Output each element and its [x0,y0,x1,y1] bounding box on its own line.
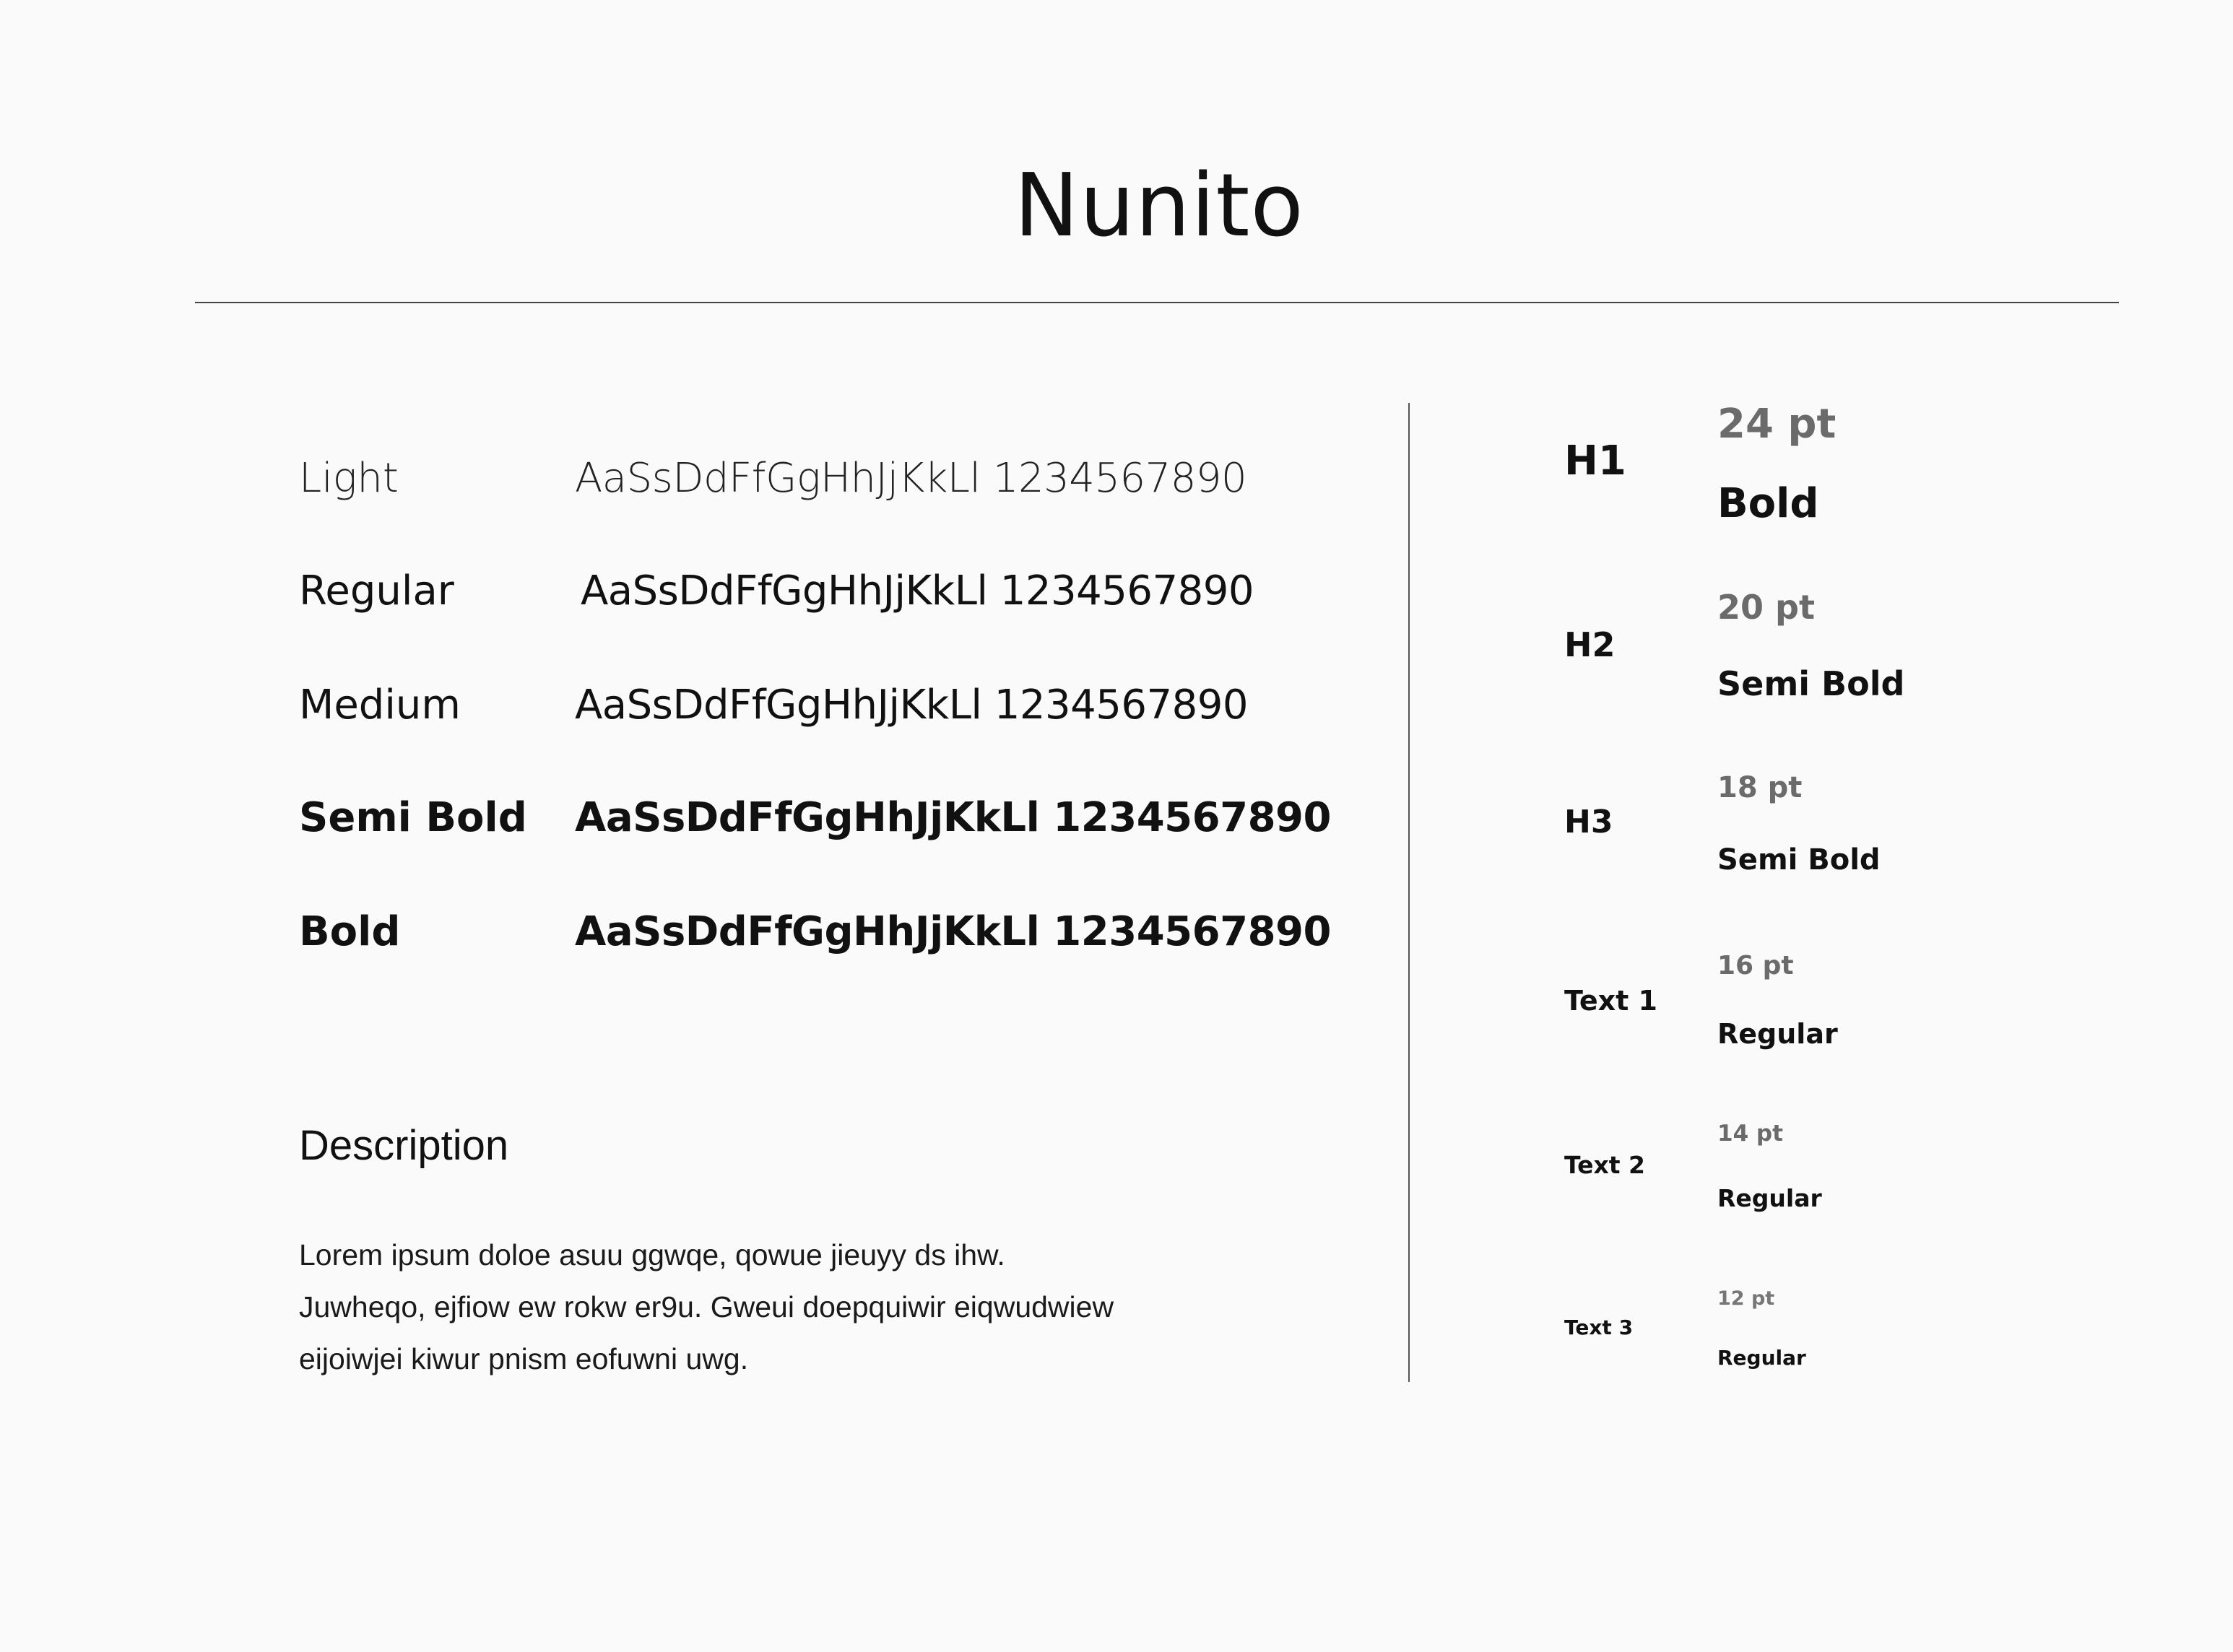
scale-size: 16 pt [1717,951,1794,981]
weight-row-medium [299,673,1382,738]
scale-size: 14 pt [1717,1121,1783,1147]
scale-weight: Semi Bold [1717,664,1905,703]
scale-name: Text 2 [1564,1151,1646,1179]
description-heading: Description [299,1122,509,1169]
scale-name: H2 [1564,625,1616,664]
weight-sample: AaSsDdFfGgHhJjKkLl 1234567890 [581,568,1254,614]
scale-weight: Regular [1717,1184,1822,1212]
weight-label: Semi Bold [299,794,527,841]
page-title: Nunito [1014,156,1304,256]
scale-weight: Regular [1717,1346,1806,1370]
scale-weight: Regular [1717,1018,1838,1050]
weight-row-semi-bold [299,786,1382,851]
weight-label: Light [299,455,399,502]
scale-size: 18 pt [1717,771,1803,804]
scale-name: H3 [1564,804,1613,840]
scale-size: 20 pt [1717,588,1815,627]
scale-name: Text 1 [1564,985,1657,1017]
weight-label: Medium [299,682,461,729]
description-line: eijoiwjei kiwur pnism eofuwni uwg. [299,1342,749,1375]
weight-row-bold [299,900,1382,965]
scale-name: Text 3 [1564,1316,1634,1339]
weight-sample: AaSsDdFfGgHhJjKkLl 1234567890 [575,455,1247,502]
weight-sample: AaSsDdFfGgHhJjKkLl 1234567890 [575,682,1249,729]
weight-sample: AaSsDdFfGgHhJjKkLl 1234567890 [575,908,1331,955]
scale-size: 12 pt [1717,1287,1775,1310]
vertical-divider [1408,403,1410,1382]
weight-sample: AaSsDdFfGgHhJjKkLl 1234567890 [575,794,1331,841]
weight-label: Bold [299,908,401,955]
scale-weight: Bold [1717,480,1819,527]
weight-row-regular [299,559,1382,624]
scale-size: 24 pt [1717,401,1837,448]
title-divider [195,302,2119,303]
scale-weight: Semi Bold [1717,843,1881,877]
weight-row-light [299,446,1382,511]
scale-name: H1 [1564,438,1626,484]
description-line: Juwheqo, ejfiow ew rokw er9u. Gweui doepquiwir eiqwudwiew [299,1290,1114,1323]
weight-label: Regular [299,568,454,614]
description-text [299,1229,1324,1385]
description-line: Lorem ipsum doloe asuu ggwqe, qowue jieuyy ds ihw. [299,1238,1005,1271]
